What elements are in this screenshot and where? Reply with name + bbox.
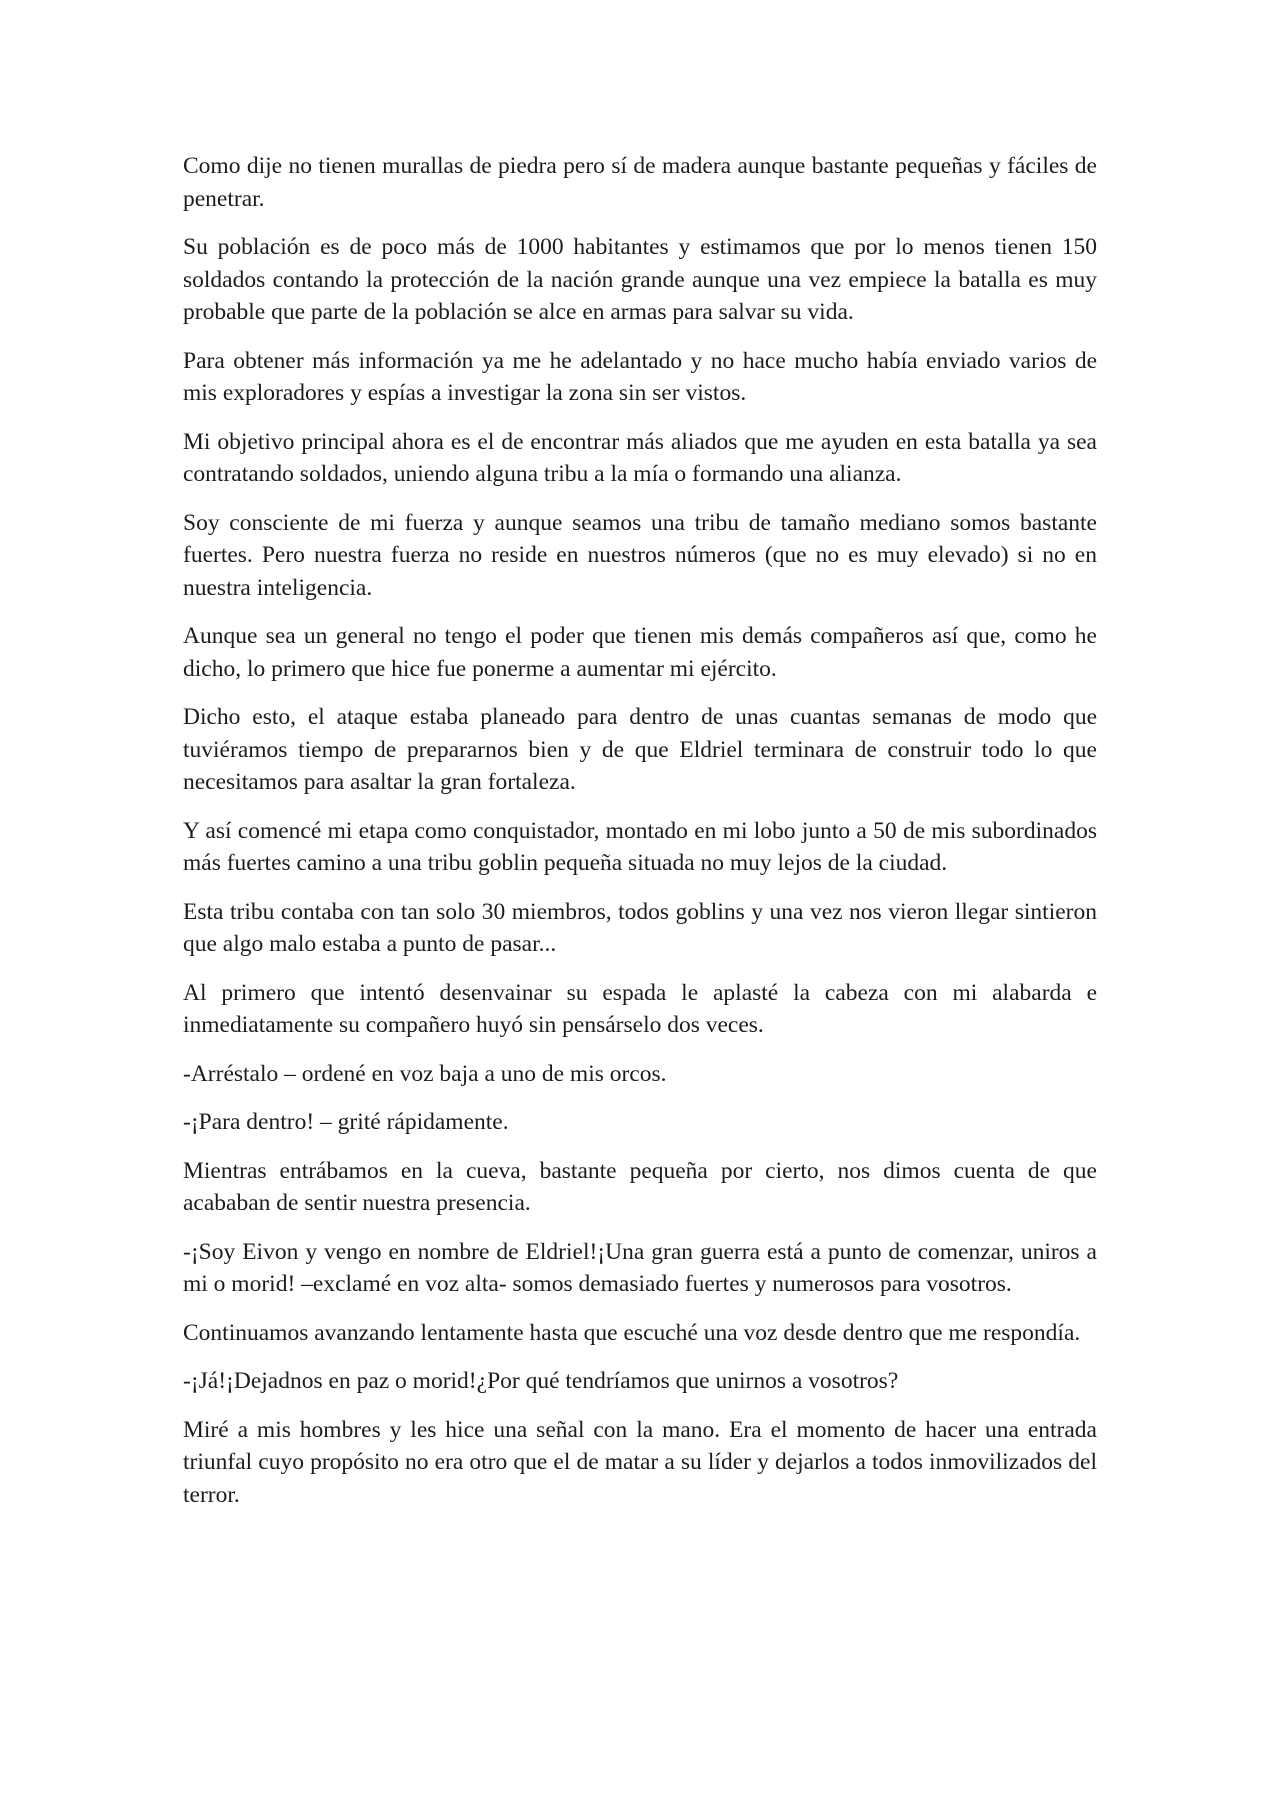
document-page bbox=[183, 150, 1097, 1527]
paragraph: Continuamos avanzando lentamente hasta que escuché una voz desde dentro que me respondía. bbox=[183, 1319, 1081, 1346]
dialogue-line: -¡Para dentro! – grité rápidamente. bbox=[183, 1109, 509, 1135]
paragraph: Soy consciente de mi fuerza y aunque seamos una tribu de tamaño mediano somos bastante fuertes. Pero nuestra fuerza no reside en nuestros números (que no es muy elevado) si no en nuestra inteligencia. bbox=[183, 509, 1097, 601]
paragraph: Esta tribu contaba con tan solo 30 miembros, todos goblins y una vez nos vieron llegar sintieron que algo malo estaba a punto de pasar... bbox=[183, 898, 1097, 957]
paragraph: Y así comencé mi etapa como conquistador, montado en mi lobo junto a 50 de mis subordinados más fuertes camino a una tribu goblin pequeña situada no muy lejos de la ciudad. bbox=[183, 817, 1097, 876]
paragraph: Su población es de poco más de 1000 habitantes y estimamos que por lo menos tienen 150 soldados contando la protección de la nación grande aunque una vez empiece la batalla es muy probable que parte de la población se alce en armas para salvar su vida. bbox=[183, 234, 1097, 325]
paragraph: Para obtener más información ya me he adelantado y no hace mucho había enviado varios de mis exploradores y espías a investigar la zona sin ser vistos. bbox=[183, 347, 1097, 406]
dialogue-line: -¡Soy Eivon y vengo en nombre de Eldriel!¡Una gran guerra está a punto de comenzar, uniros a mi o morid! –exclamé en voz alta- somos demasiado fuertes y numerosos para vosotros. bbox=[183, 1238, 1097, 1297]
dialogue-line: -Arréstalo – ordené en voz baja a uno de mis orcos. bbox=[183, 1060, 667, 1087]
paragraph: Como dije no tienen murallas de piedra pero sí de madera aunque bastante pequeñas y fáciles de penetrar. bbox=[183, 153, 1097, 212]
paragraph: Miré a mis hombres y les hice una señal con la mano. Era el momento de hacer una entrada triunfal cuyo propósito no era otro que el de matar a su líder y dejarlos a todos inmovilizados del terror. bbox=[183, 1416, 1097, 1508]
paragraph: Mientras entrábamos en la cueva, bastante pequeña por cierto, nos dimos cuenta de que acababan de sentir nuestra presencia. bbox=[183, 1157, 1097, 1216]
paragraph: Dicho esto, el ataque estaba planeado para dentro de unas cuantas semanas de modo que tuviéramos tiempo de prepararnos bien y de que Eldriel terminara de construir todo lo que necesitamos para asaltar la gran fortaleza. bbox=[183, 704, 1097, 795]
paragraph: Mi objetivo principal ahora es el de encontrar más aliados que me ayuden en esta batalla ya sea contratando soldados, uniendo alguna tribu a la mía o formando una alianza. bbox=[183, 428, 1097, 487]
paragraph: Al primero que intentó desenvainar su espada le aplasté la cabeza con mi alabarda e inmediatamente su compañero huyó sin pensárselo dos veces. bbox=[183, 979, 1097, 1038]
dialogue-line: -¡Já!¡Dejadnos en paz o morid!¿Por qué tendríamos que unirnos a vosotros? bbox=[183, 1368, 899, 1394]
paragraph: Aunque sea un general no tengo el poder que tienen mis demás compañeros así que, como he dicho, lo primero que hice fue ponerme a aumentar mi ejército. bbox=[183, 623, 1097, 682]
